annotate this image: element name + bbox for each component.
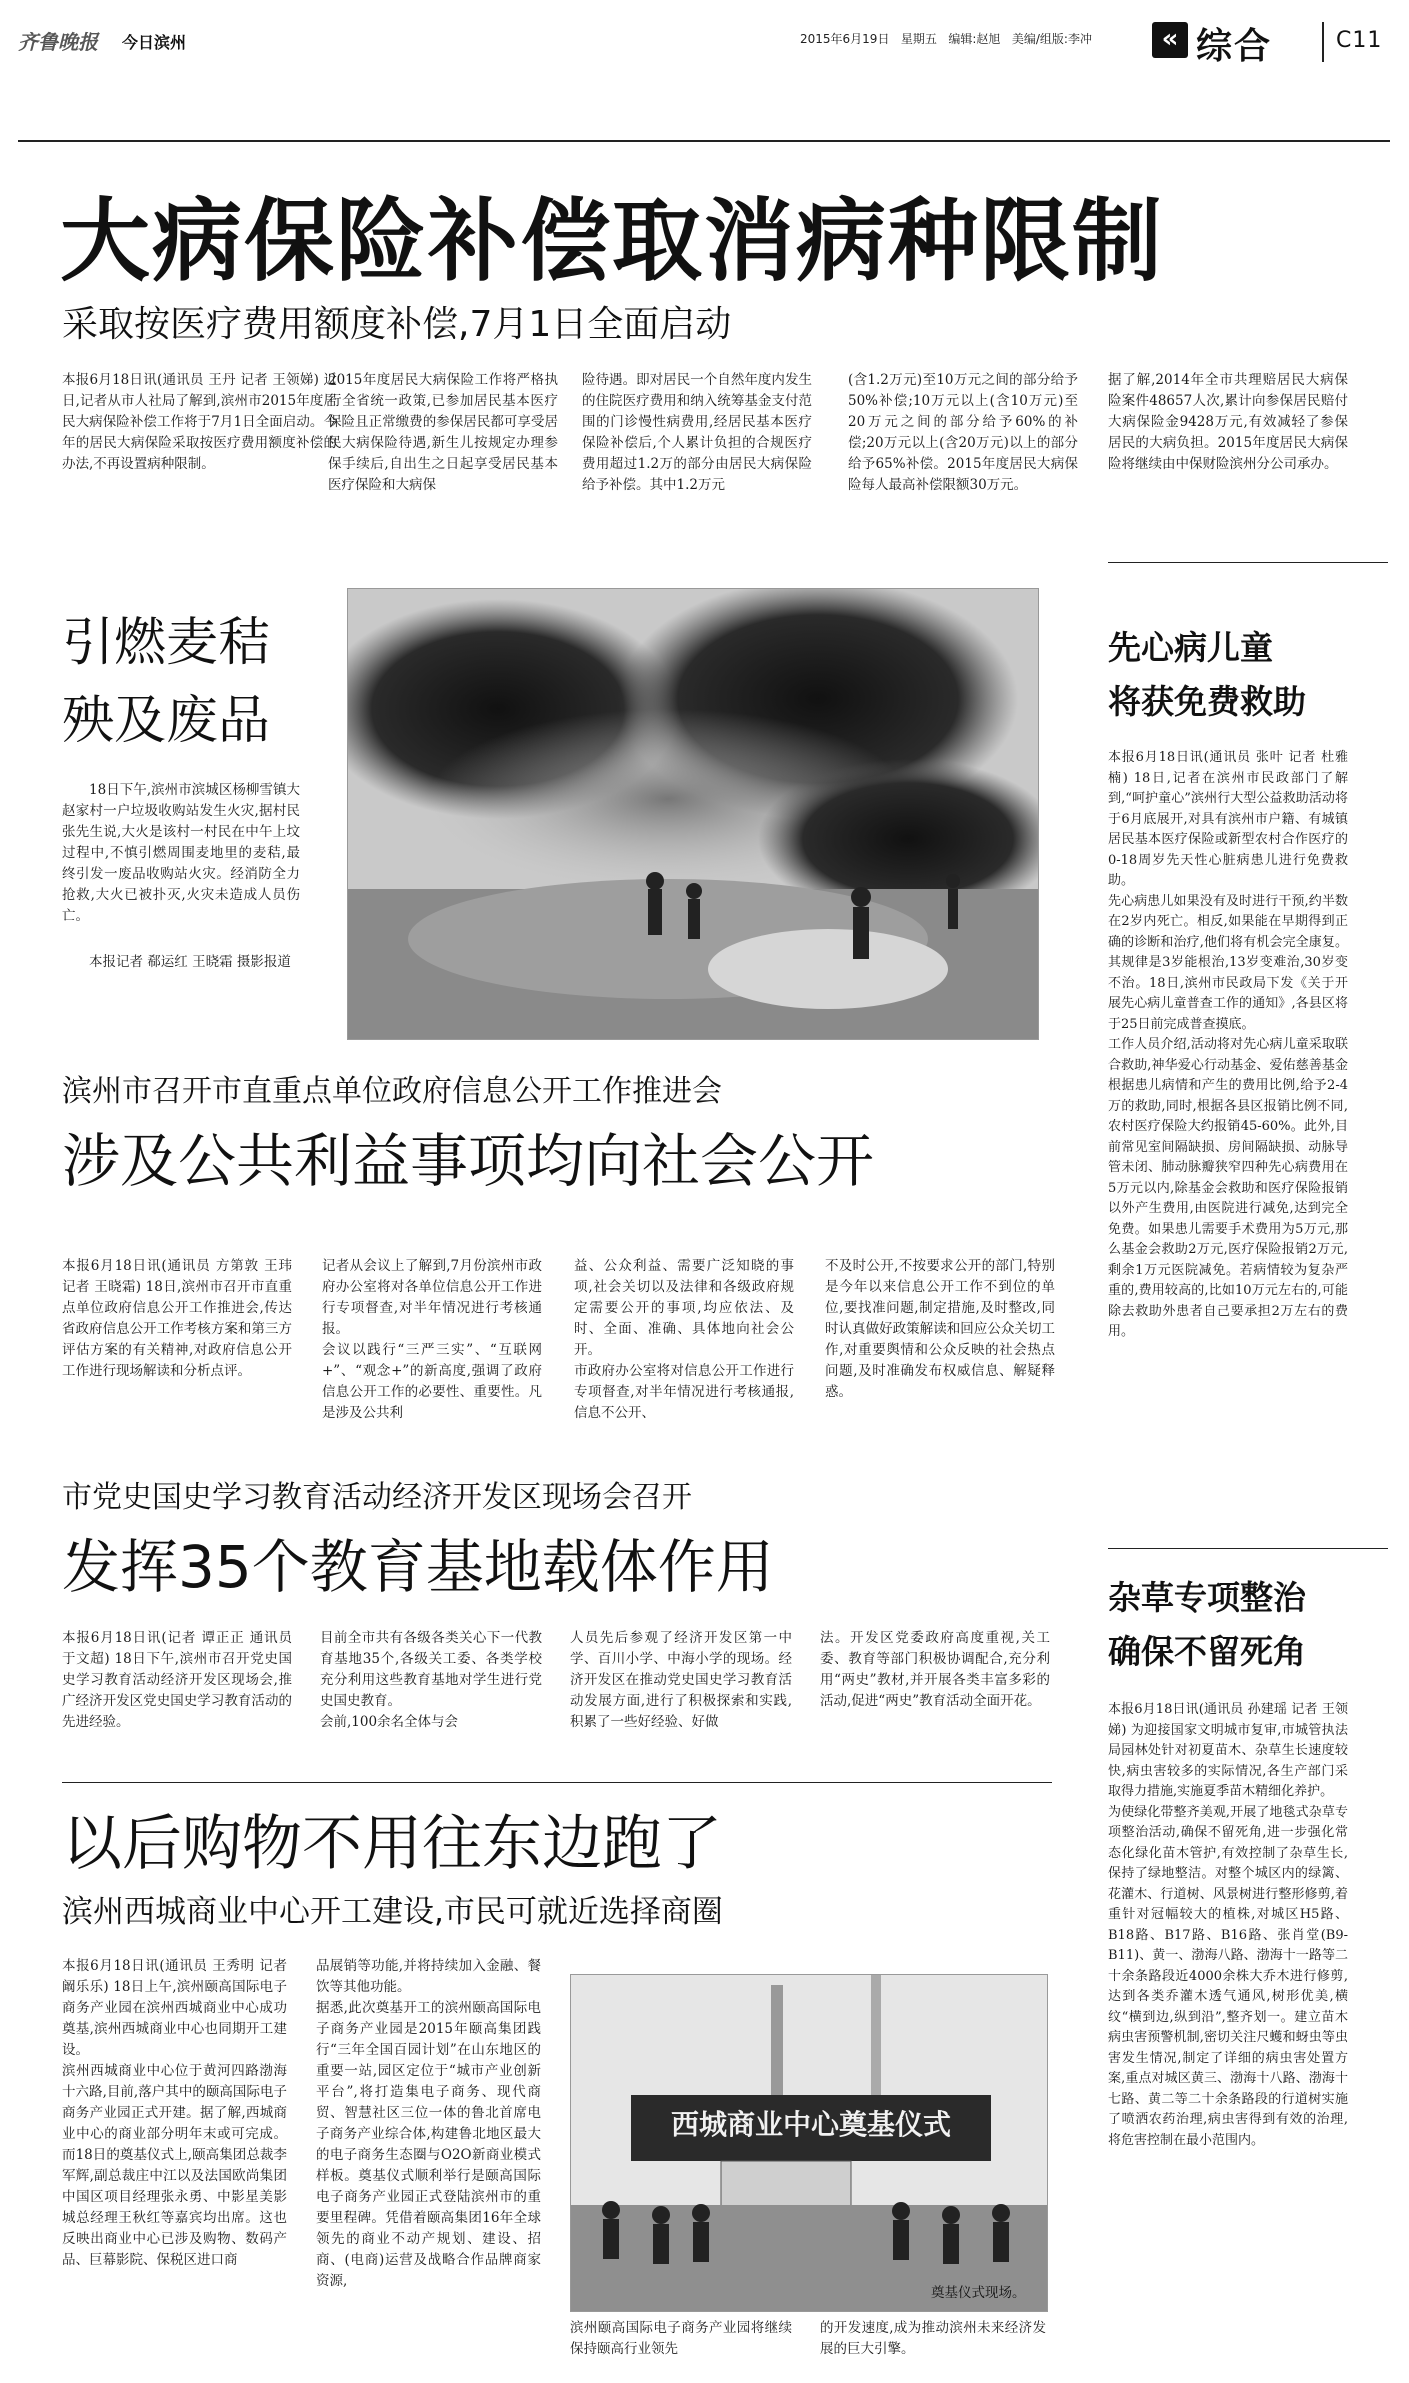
lead-col-3: 险待遇。即对居民一个自然年度内发生的住院医疗费用和纳入统筹基金支付范围的门诊慢性病费用,经居民基本医疗保险补偿后,个人累计负担的合规医疗费用超过1.2万的部分由居民大病保险给予补偿。其中1.2万元 bbox=[582, 372, 812, 493]
party-bottom-rule bbox=[62, 1782, 1052, 1783]
header-weekday: 星期五 bbox=[900, 32, 937, 46]
party-col-2: 目前全市共有各级各类关心下一代教育基地35个,各级关工委、各类学校充分利用这些教育基地对学生进行党史国史教育。 会前,100余名全体与会 bbox=[320, 1630, 542, 1730]
heart-headline-1: 先心病儿童 bbox=[1108, 628, 1273, 667]
govinfo-headline: 涉及公共利益事项均向社会公开 bbox=[62, 1127, 875, 1195]
party-kicker: 市党史国史学习教育活动经济开发区现场会召开 bbox=[62, 1480, 692, 1515]
shopping-col-2: 品展销等功能,并将持续加入金融、餐饮等其他功能。 据悉,此次奠基开工的滨州颐高国际电子商务产业园是2015年颐高集团践行“三年全国百园计划”在山东地区的重要一站,园区定位于“城市产业创新平台”,将打造集电子商务、现代商贸、智慧社区三位一体的鲁北首席电子商务产业综合体,构建鲁北地区最大的电子商务生态圈与O2O新商业模式样板。奠基仪式顺利举行是颐高国际电子商务产业园正式登陆滨州市的重要里程碑。凭借着颐高集团16年全球领先的商业不动产规划、建设、招商、(电商)运营及战略合作品牌商家资源, bbox=[316, 1958, 541, 2289]
section-arrow-icon: « bbox=[1152, 22, 1188, 58]
lead-col-2: 2015年度居民大病保险工作将严格执行全省统一政策,已参加居民基本医疗保险且正常缴费的参保居民都可享受居民大病保险待遇,新生儿按规定办理参保手续后,自出生之日起享受居民基本医疗保险和大病保 bbox=[328, 372, 558, 493]
fire-body: 18日下午,滨州市滨城区杨柳雪镇大赵家村一户垃圾收购站发生火灾,据村民张先生说,大火是该村一村民在中午上坟过程中,不慎引燃周围麦地里的麦秸,最终引发一废品收购站火灾。经消防全力抢救,大火已被扑灭,火灾未造成人员伤亡。 bbox=[62, 782, 300, 924]
weeds-headline-2: 确保不留死角 bbox=[1108, 1632, 1306, 1671]
fire-headline-2: 殃及废品 bbox=[62, 691, 271, 751]
shopping-photo bbox=[570, 1974, 1048, 2312]
party-col-4: 法。开发区党委政府高度重视,关工委、教育等部门积极协调配合,充分利用“两史”教材,并开展各类丰富多彩的活动,促进“两史”教育活动全面开花。 bbox=[820, 1630, 1050, 1709]
shopping-subheadline: 滨州西城商业中心开工建设,市民可就近选择商圈 bbox=[62, 1894, 723, 1930]
govinfo-col-3: 益、公众利益、需要广泛知晓的事项,社会关切以及法律和各级政府规定需要公开的事项,均应依法、及时、全面、准确、具体地向社会公开。 市政府办公室将对信息公开工作进行专项督查,对半年情况进行考核通报,信息不公开、 bbox=[574, 1258, 794, 1421]
shopping-col-4: 的开发速度,成为推动滨州未来经济发展的巨大引擎。 bbox=[820, 2320, 1046, 2357]
party-headline: 发挥35个教育基地载体作用 bbox=[62, 1533, 774, 1601]
shopping-col-3: 滨州颐高国际电子商务产业园将继续保持颐高行业领先 bbox=[570, 2320, 792, 2357]
fire-headline-1: 引燃麦秸 bbox=[62, 613, 271, 673]
shopping-headline: 以后购物不用往东边跑了 bbox=[62, 1809, 722, 1879]
fire-photo-image bbox=[348, 589, 1038, 1039]
weeds-headline-1: 杂草专项整治 bbox=[1108, 1578, 1306, 1617]
masthead: 齐鲁晚报 bbox=[18, 30, 98, 54]
header-designer: 美编/组版:李冲 bbox=[1011, 32, 1092, 46]
lead-col-5: 据了解,2014年全市共理赔居民大病保险案件48657人次,累计向参保居民赔付大病保险金9428万元,有效减轻了参保居民的大病负担。2015年度居民大病保险将继续由中保财险滨州分公司承办。 bbox=[1108, 372, 1348, 472]
govinfo-col-4: 不及时公开,不按要求公开的部门,特别是今年以来信息公开工作不到位的单位,要找准问题,制定措施,及时整改,同时认真做好政策解读和回应公众关切工作,对重要舆情和公众反映的社会热点问题,及时准确发布权威信息、解疑释惑。 bbox=[825, 1258, 1055, 1400]
edition-label: 今日滨州 bbox=[122, 33, 187, 52]
fire-credit: 本报记者 郗运红 王晓霜 摄影报道 bbox=[89, 954, 291, 970]
lead-col-4: (含1.2万元)至10万元之间的部分给予50%补偿;10万元以上(含10万元)至20万元之间的部分给予60%的补偿;20万元以上(含20万元)以上的部分给予65%补偿。2015年度居民大病保险每人最高补偿限额30万元。 bbox=[848, 372, 1078, 493]
shopping-col-1: 本报6月18日讯(通讯员 王秀明 记者 阚乐乐) 18日上午,滨州颐高国际电子商务产业园在滨州西城商业中心成功奠基,滨州西城商业中心也同期开工建设。 滨州西城商业中心位于黄河四路渤海十六路,目前,落户其中的颐高国际电子商务产业园正式开建。据了解,西城商业中心的商业部分明年末或可完成。而18日的奠基仪式上,颐高集团总裁李军辉,副总裁庄中江以及法国欧尚集团中国区项目经理张永勇、中影星美影城总经理王秋红等嘉宾均出席。这也反映出商业中心已涉及购物、数码产品、巨幕影院、保税区进口商 bbox=[62, 1958, 287, 2268]
heart-body: 本报6月18日讯(通讯员 张叶 记者 杜雅楠) 18日,记者在滨州市民政部门了解到,“呵护童心”滨州行大型公益救助活动将于6月底展开,对具有滨州市户籍、有城镇居民基本医疗保险或新型农村合作医疗的0-18周岁先天性心脏病患儿进行免费救助。 先心病患儿如果没有及时进行干预,约半数在2岁内死亡。相反,如果能在早期得到正确的诊断和治疗,他们将有机会完全康复。其规律是3岁能根治,13岁变难治,30岁变不治。18日,滨州市民政局下发《关于开展先心病儿童普查工作的通知》,各县区将于25日前完成普查摸底。 工作人员介绍,活动将对先心病儿童采取联合救助,神华爱心行动基金、爱佑慈善基金根据患儿病情和产生的费用比例,给予2-4万的救助,同时,根据各县区报销比例不同,农村医疗保险大约报销45-60%。此外,目前常见室间隔缺损、房间隔缺损、动脉导管未闭、肺动脉瓣狭窄四种先心病费用在5万元以内,除基金会救助和医疗保险报销以外产生费用,由医院进行减免,达到完全免费。如果患儿需要手术费用为5万元,那么基金会救助2万元,医疗保险报销2万元,剩余1万元医院减免。若病情较为复杂严重的,费用较高的,比如10万元左右的,可能除去救助外患者自己要承担2万左右的费用。 bbox=[1108, 750, 1348, 1339]
lead-col-1: 本报6月18日讯(通讯员 王丹 记者 王领娣) 近日,记者从市人社局了解到,滨州市2015年度居民大病保险补偿工作将于7月1日全面启动。今年的居民大病保险采取按医疗费用额度补偿的办法,不再设置病种限制。 bbox=[62, 372, 337, 472]
heart-bottom-rule bbox=[1108, 1548, 1388, 1549]
heart-headline-2: 将获免费救助 bbox=[1108, 682, 1306, 721]
shopping-photo-caption: 奠基仪式现场。 bbox=[931, 2285, 1026, 2301]
header-date: 2015年6月19日 bbox=[800, 32, 890, 46]
section-title: 综合 bbox=[1196, 26, 1273, 67]
header-divider bbox=[1322, 22, 1324, 62]
fire-photo bbox=[347, 588, 1039, 1040]
header-editor: 编辑:赵旭 bbox=[948, 32, 1001, 46]
shopping-photo-image bbox=[571, 1975, 1047, 2311]
lead-headline: 大病保险补偿取消病种限制 bbox=[60, 189, 1164, 294]
header-meta bbox=[800, 30, 1092, 47]
header-rule bbox=[18, 140, 1390, 142]
party-col-3: 人员先后参观了经济开发区第一中学、百川小学、中海小学的现场。经济开发区在推动党史国史学习教育活动发展方面,进行了积极探索和实践,积累了一些好经验、好做 bbox=[570, 1630, 792, 1730]
govinfo-col-2: 记者从会议上了解到,7月份滨州市政府办公室将对各单位信息公开工作进行专项督查,对半年情况进行考核通报。 会议以践行“三严三实”、“互联网+”、“观念+”的新高度,强调了政府信息公开工作的必要性、重要性。凡是涉及公共利 bbox=[322, 1258, 542, 1421]
govinfo-col-1: 本报6月18日讯(通讯员 方第敦 王玮 记者 王晓霜) 18日,滨州市召开市直重点单位政府信息公开工作推进会,传达省政府信息公开工作考核方案和第三方评估方案的有关精神,对政府信息公开工作进行现场解读和分析点评。 bbox=[62, 1258, 292, 1379]
lead-bottom-rule bbox=[1108, 562, 1388, 563]
weeds-body: 本报6月18日讯(通讯员 孙建瑶 记者 王领娣) 为迎接国家文明城市复审,市城管执法局园林处针对初夏苗木、杂草生长速度较快,病虫害较多的实际情况,各生产部门采取得力措施,实施夏季苗木精细化养护。 为使绿化带整齐美观,开展了地毯式杂草专项整治活动,确保不留死角,进一步强化常态化绿化苗木管护,有效控制了杂草生长,保持了绿地整洁。对整个城区内的绿篱、花灌木、行道树、风景树进行整形修剪,着重针对冠幅较大的植株,对城区H5路、B18路、B17路、B16路、张肖堂(B9-B11)、黄一、渤海八路、渤海十一路等二十余条路段近4000余株大乔木进行修剪,达到各类乔灌木透气通风,树形优美,横纹“横到边,纵到沿”,整齐划一。建立苗木病虫害预警机制,密切关注尺蠖和蚜虫等虫害发生情况,制定了详细的病虫害处置方案,重点对城区黄三、渤海十八路、渤海十七路、黄二等二十余条路段的行道树实施了喷洒农药治理,病虫害得到有效的治理,将危害控制在最小范围内。 bbox=[1108, 1702, 1348, 2148]
page-number: C11 bbox=[1336, 28, 1383, 53]
govinfo-kicker: 滨州市召开市直重点单位政府信息公开工作推进会 bbox=[62, 1074, 722, 1109]
shopping-photo-banner: 西城商业中心奠基仪式 bbox=[670, 2108, 951, 2141]
lead-subheadline: 采取按医疗费用额度补偿,7月1日全面启动 bbox=[62, 304, 732, 345]
party-col-1: 本报6月18日讯(记者 谭正正 通讯员 于文超) 18日下午,滨州市召开党史国史学习教育活动经济开发区现场会,推广经济开发区党史国史学习教育活动的先进经验。 bbox=[62, 1630, 292, 1730]
